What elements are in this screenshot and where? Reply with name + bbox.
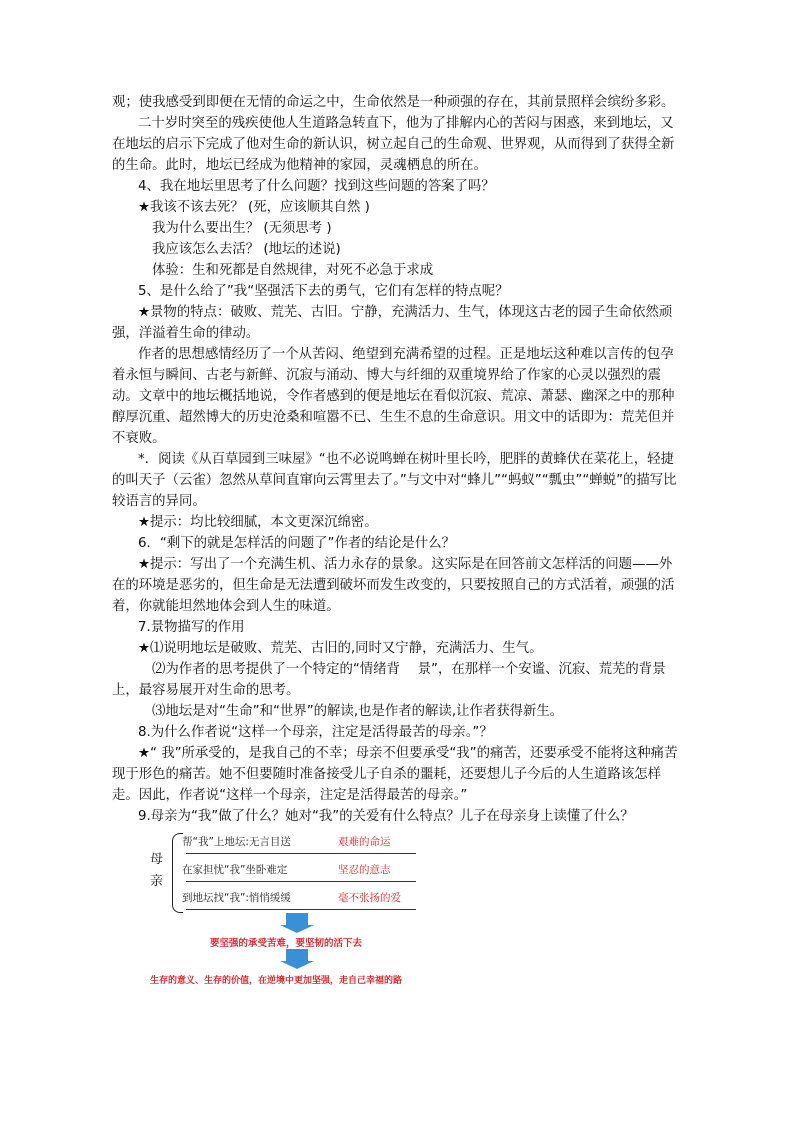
answer-4-b: 我为什么要出生？ (无须思考 ) <box>152 221 332 236</box>
down-arrow-icon-2 <box>286 949 308 961</box>
answer-4-a: ★我该不该去死？ (死，应该顺其自然 ) <box>138 200 370 215</box>
answer-4-d: 体验：生和死都是自然规律，对死不必急于求成 <box>152 263 434 278</box>
question-7: 7.景物描写的作用 <box>138 620 245 635</box>
down-arrow-icon <box>286 913 308 925</box>
diagram-row-2 <box>182 859 391 881</box>
diagram-underline-1 <box>186 853 416 854</box>
mother-diagram <box>112 831 684 991</box>
question-4: 4、我在地坛里思考了什么问题？找到这些问题的答案了吗？ <box>138 179 495 194</box>
diagram-row-1-left: 帮“我”上地坛:无言目送 <box>182 836 291 848</box>
hint-reading: ★提示：均比较细腻，本文更深沉绵密。 <box>138 515 378 530</box>
answer-5-b: 作者的思想感情经历了一个从苦闷、绝望到充满希望的过程。正是地坛这种难以言传的包孕着永恒与瞬间、古老与新鲜、沉寂与涌动、博大与纤细的双重境界给了作家的心灵以强烈的震动。文章中的地坛概括地说，令作者感到的便是地坛在看似沉寂、荒凉、萧瑟、幽深之中的那种醇厚沉重、超然博大的历史沧桑和喧嚣不已、生生不息的生命意识。用文中的话即为：荒芜但并不衰败。 <box>112 347 675 446</box>
diagram-label: 母亲 <box>150 852 164 889</box>
diagram-row-3 <box>182 887 401 909</box>
diagram-row-3-right: 毫不张扬的爱 <box>338 892 401 904</box>
paragraph-illness: 二十岁时突至的残疾使他人生道路急转直下，他为了排解内心的苦闷与困惑，来到地坛，又在地坛的启示下完成了他对生命的新认识，树立起自己的生命观、世界观，从而得到了获得全新的生命。此时，地坛已经成为他精神的家园，灵魂栖息的所在。 <box>112 116 675 173</box>
answer-7-2: ⑵为作者的思考提供了一个特定的“情绪背 景”，在那样一个安谧、沉寂、荒芜的背景上，最容易展开对生命的思考。 <box>112 662 666 698</box>
question-8: 8.为什么作者说“这样一个母亲，注定是活得最苦的母亲。”？ <box>138 725 493 740</box>
answer-5-a: ★景物的特点：破败、荒芜、古旧。宁静，充满活力、生气，体现这古老的园子生命依然顽强，洋溢着生命的律动。 <box>112 305 673 341</box>
diagram-row-2-right: 坚忍的意志 <box>338 864 391 876</box>
diagram-row-1-right: 艰难的命运 <box>338 836 391 848</box>
answer-7-3: ⑶地坛是对“生命”和“世界”的解读,也是作者的解读,让作者获得新生。 <box>152 704 564 719</box>
answer-7-1: ★⑴说明地坛是破败、荒芜、古旧的,同时又宁静，充满活力、生气。 <box>138 641 543 656</box>
question-9: 9.母亲为“我”做了什么？她对“我”的关爱有什么特点？儿子在母亲身上读懂了什么？ <box>138 809 634 824</box>
diagram-underline-3 <box>186 909 416 910</box>
diagram-conclusion-1: 要坚强的承受苦难，要坚韧的活下去 <box>210 938 363 949</box>
paragraph-intro-end: 观；使我感受到即便在无情的命运之中，生命依然是一种顽强的存在，其前景照样会缤纷多彩。 <box>112 95 675 110</box>
diagram-row-1 <box>182 831 391 853</box>
question-reading: *．阅读《从百草园到三味屋》“也不必说鸣蝉在树叶里长吟，肥胖的黄蜂伏在菜花上，轻捷的叫天子（云雀）忽然从草间直窜向云霄里去了。”与文中对“蜂儿”“蚂蚁”“瓢虫”“蝉蜕”的描写比较语言的异同。 <box>112 452 677 509</box>
diagram-row-3-left: 到地坛找“我”:悄悄缓缓 <box>182 892 291 904</box>
answer-4-c: 我应该怎么去活？ (地坛的述说) <box>152 242 341 257</box>
diagram-row-2-left: 在家担忧“我”坐卧难定 <box>182 864 288 876</box>
question-5: 5、是什么给了”我“坚强活下去的勇气，它们有怎样的特点呢？ <box>138 284 509 299</box>
question-6: 6．“剩下的就是怎样活的问题了”作者的结论是什么？ <box>138 536 455 551</box>
diagram-conclusion-2: 生存的意义、生存的价值，在逆境中更加坚强，走自己幸福的路 <box>150 976 403 986</box>
answer-8: ★“ 我”所承受的，是我自己的不幸；母亲不但要承受“我”的痛苦，还要承受不能将这种痛苦现于形色的痛苦。她不但要随时准备接受儿子自杀的噩耗，还要想儿子今后的人生道路该怎样走。因此，作者说“这样一个母亲，注定是活得最苦的母亲。” <box>112 746 678 803</box>
answer-6: ★提示：写出了一个充满生机、活力永存的景象。这实际是在回答前文怎样活的问题——外在的环境是恶劣的，但生命是无法遭到破坏而发生改变的，只要按照自己的方式活着，顽强的活着，你就能坦然地体会到人生的味道。 <box>112 557 675 614</box>
diagram-underline-2 <box>186 881 416 882</box>
document-page <box>112 92 684 991</box>
